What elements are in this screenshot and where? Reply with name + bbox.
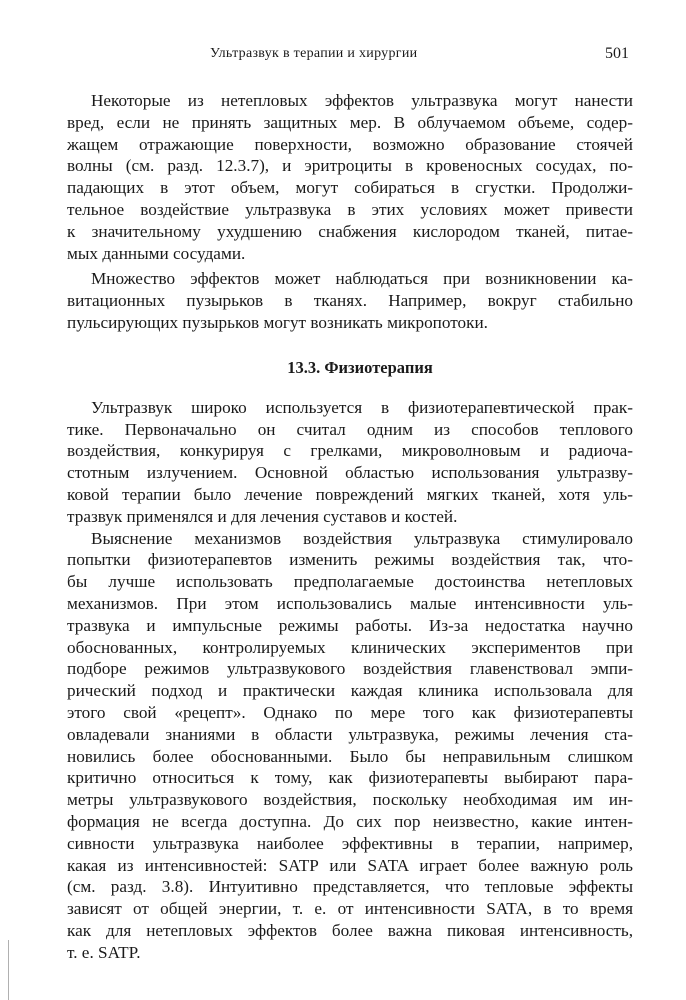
text-line: новились более обоснованными. Было бы неправильным слишком — [67, 746, 633, 766]
scan-margin-line — [8, 940, 9, 1000]
text-line: как для нетепловых эффектов более важна пиковая интенсивность, — [67, 920, 633, 940]
text-line: тике. Первоначально он считал одним из способов теплового — [67, 419, 633, 439]
page-number: 501 — [605, 45, 629, 62]
text-line: мых данными сосудами. — [67, 243, 246, 263]
text-line: формация не всегда доступна. До сих пор неизвестно, какие интен- — [67, 811, 633, 831]
section-heading: 13.3. Физиотерапия — [287, 357, 433, 377]
text-line: тразвука и импульсные режимы работы. Из-за недостатка научно — [67, 615, 633, 635]
text-line: тразвук применялся и для лечения суставов и костей. — [67, 506, 458, 526]
text-line: овладевали знаниями в области ультразвука, режимы лечения ста- — [67, 724, 633, 744]
text-line: зависят от общей энергии, т. е. от интенсивности SATA, в то время — [67, 899, 633, 919]
paragraph-mechanisms — [67, 528, 633, 964]
text-line: жащем отражающие поверхности, возможно образование стоячей — [67, 134, 633, 154]
text-line: Выяснение механизмов воздействия ультразвука стимулировало — [91, 528, 633, 548]
text-line: (см. разд. 3.8). Интуитивно представляется, что тепловые эффекты — [67, 877, 633, 897]
text-line: к значительному ухудшению снабжения кислородом тканей, питае- — [67, 221, 633, 241]
text-line: рический подход и практически каждая клиника использовала для — [67, 681, 633, 701]
text-line: этого свой «рецепт». Однако по мере того как физиотерапевты — [67, 702, 633, 722]
paragraph-cavitation — [67, 268, 633, 333]
text-line: воздействия, конкурируя с грелками, микроволновым и радиоча- — [67, 441, 633, 461]
text-line: метры ультразвукового воздействия, поскольку необходимая им ин- — [67, 790, 633, 810]
text-line: т. е. SATP. — [67, 942, 141, 962]
paragraph-nonthermal-effects — [67, 90, 633, 264]
text-line: бы лучше использовать предполагаемые достоинства нетепловых — [67, 572, 633, 592]
text-line: волны (см. разд. 12.3.7), и эритроциты в кровеносных сосудах, по- — [67, 156, 633, 176]
text-line: витационных пузырьков в тканях. Например, вокруг стабильно — [67, 291, 633, 311]
text-line: критично относиться к тому, как физиотерапевты выбирают пара- — [67, 768, 633, 788]
text-line: механизмов. При этом использовались малые интенсивности уль- — [67, 593, 633, 613]
text-line: вред, если не принять защитных мер. В облучаемом объеме, содер- — [67, 112, 633, 132]
text-line: Некоторые из нетепловых эффектов ультразвука могут нанести — [91, 91, 633, 110]
text-line: подборе режимов ультразвукового воздействия главенствовал эмпи- — [67, 659, 633, 679]
text-line: обоснованных, контролируемых клинических экспериментов при — [67, 637, 633, 657]
text-line: ковой терапии было лечение повреждений мягких тканей, хотя уль- — [67, 484, 633, 504]
text-line: тельное воздействие ультразвука в этих условиях может привести — [67, 199, 633, 219]
text-line: сивности ультразвука наиболее эффективны в терапии, например, — [67, 833, 633, 853]
text-line: Ультразвук широко используется в физиотерапевтической прак- — [91, 397, 633, 417]
text-line: падающих в этот объем, могут собираться в сгустки. Продолжи- — [67, 178, 633, 198]
text-line: попытки физиотерапевтов изменить режимы воздействия так, что- — [67, 550, 633, 570]
running-header: Ультразвук в терапии и хирургии — [210, 46, 418, 61]
text-line: Множество эффектов может наблюдаться при возникновении ка- — [91, 269, 633, 289]
text-line: стотным излучением. Основной областью использования ультразву- — [67, 463, 633, 483]
text-line: пульсирующих пузырьков могут возникать микропотоки. — [67, 312, 488, 332]
page-body — [67, 90, 633, 963]
paragraph-physiotherapy-intro — [67, 397, 633, 528]
text-line: какая из интенсивностей: SATP или SATA играет более важную роль — [67, 855, 633, 875]
